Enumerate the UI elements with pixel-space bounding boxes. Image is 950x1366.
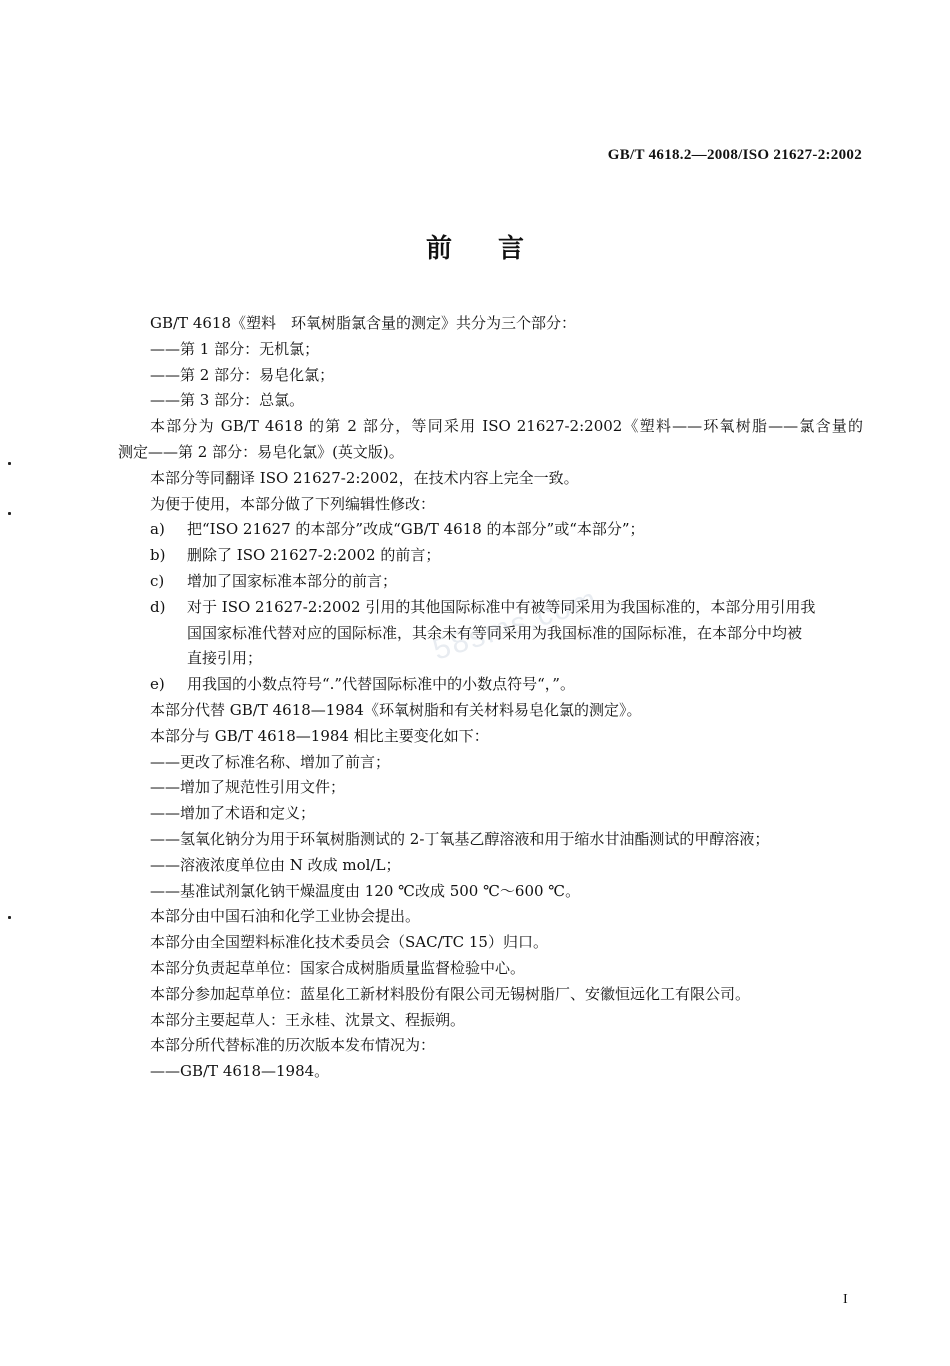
scan-mark xyxy=(8,916,11,919)
list-item xyxy=(118,672,863,698)
list-item-text: 对于 ISO 21627-2:2002 引用的其他国际标准中有被等同采用为我国标准的，本部分用引用我 xyxy=(187,597,816,616)
paragraph: 本部分代替 GB/T 4618—1984《环氧树脂和有关材料易皂化氯的测定》。 xyxy=(150,700,642,719)
scan-mark xyxy=(8,512,11,515)
list-item: ——第 1 部分：无机氯； xyxy=(150,339,320,358)
list-marker: c) xyxy=(150,571,165,590)
list-item-text: 把“ISO 21627 的本部分”改成“GB/T 4618 的本部分”或“本部分”； xyxy=(187,520,645,539)
list-item-text: 删除了 ISO 21627-2:2002 的前言； xyxy=(187,546,441,565)
paragraph: 本部分与 GB/T 4618—1984 相比主要变化如下： xyxy=(150,726,489,745)
list-item: ——第 3 部分：总氯。 xyxy=(150,391,305,410)
document-id-header: GB/T 4618.2—2008/ISO 21627-2:2002 xyxy=(607,147,862,163)
list-item: ——氢氧化钠分为用于环氧树脂测试的 2-丁氧基乙醇溶液和用于缩水甘油酯测试的甲醇溶液； xyxy=(150,829,770,848)
list-item: ——基准试剂氯化钠干燥温度由 120 ℃改成 500 ℃～600 ℃。 xyxy=(150,881,581,900)
list-marker: d) xyxy=(150,597,166,616)
page-number: I xyxy=(843,1292,848,1307)
list-item-text: 用我国的小数点符号“.”代替国际标准中的小数点符号“，”。 xyxy=(187,675,575,694)
list-item: ——GB/T 4618—1984。 xyxy=(150,1062,330,1081)
list-item: ——更改了标准名称、增加了前言； xyxy=(150,752,391,771)
paragraph: 本部分为 GB/T 4618 的第 2 部分，等同采用 ISO 21627-2:2002《塑料——环氧树脂——氯含量的 xyxy=(150,417,863,436)
list-item: ——增加了术语和定义； xyxy=(150,804,316,823)
paragraph: 本部分等同翻译 ISO 21627-2:2002，在技术内容上完全一致。 xyxy=(150,468,579,487)
list-item-continuation: 国国家标准代替对应的国际标准，其余未有等同采用为我国标准的国际标准，在本部分中均被 xyxy=(187,623,803,642)
list-item xyxy=(118,543,863,569)
list-marker: b) xyxy=(150,546,166,565)
scan-mark xyxy=(8,462,11,465)
paragraph: 为便于使用，本部分做了下列编辑性修改： xyxy=(150,494,436,513)
paragraph: 本部分由全国塑料标准化技术委员会（SAC/TC 15）归口。 xyxy=(150,933,548,952)
paragraph: GB/T 4618《塑料 环氧树脂氯含量的测定》共分为三个部分： xyxy=(150,314,577,332)
list-marker: a) xyxy=(150,520,165,539)
list-item-continuation: 直接引用； xyxy=(187,649,263,668)
list-item: ——溶液浓度单位由 N 改成 mol/L； xyxy=(150,855,401,874)
paragraph: 本部分所代替标准的历次版本发布情况为： xyxy=(150,1036,436,1055)
paragraph: 本部分负责起草单位：国家合成树脂质量监督检验中心。 xyxy=(150,958,526,977)
paragraph-continuation: 测定——第 2 部分：易皂化氯》(英文版)。 xyxy=(118,442,404,461)
list-item xyxy=(118,517,863,543)
list-marker: e) xyxy=(150,675,165,694)
list-item xyxy=(118,569,863,595)
paragraph: 本部分主要起草人：王永桂、沈景文、程振朔。 xyxy=(150,1010,466,1029)
page-title: 前言 xyxy=(425,234,570,264)
list-item xyxy=(118,595,863,621)
list-item-text: 增加了国家标准本部分的前言； xyxy=(187,571,398,590)
list-item: ——增加了规范性引用文件； xyxy=(150,778,346,797)
paragraph: 本部分由中国石油和化学工业协会提出。 xyxy=(150,907,421,926)
paragraph: 本部分参加起草单位：蓝星化工新材料股份有限公司无锡树脂厂、安徽恒远化工有限公司。 xyxy=(150,984,751,1003)
foreword-body xyxy=(118,311,863,1085)
list-item: ——第 2 部分：易皂化氯； xyxy=(150,365,335,384)
watermark-text: 58sms.com xyxy=(428,582,603,667)
